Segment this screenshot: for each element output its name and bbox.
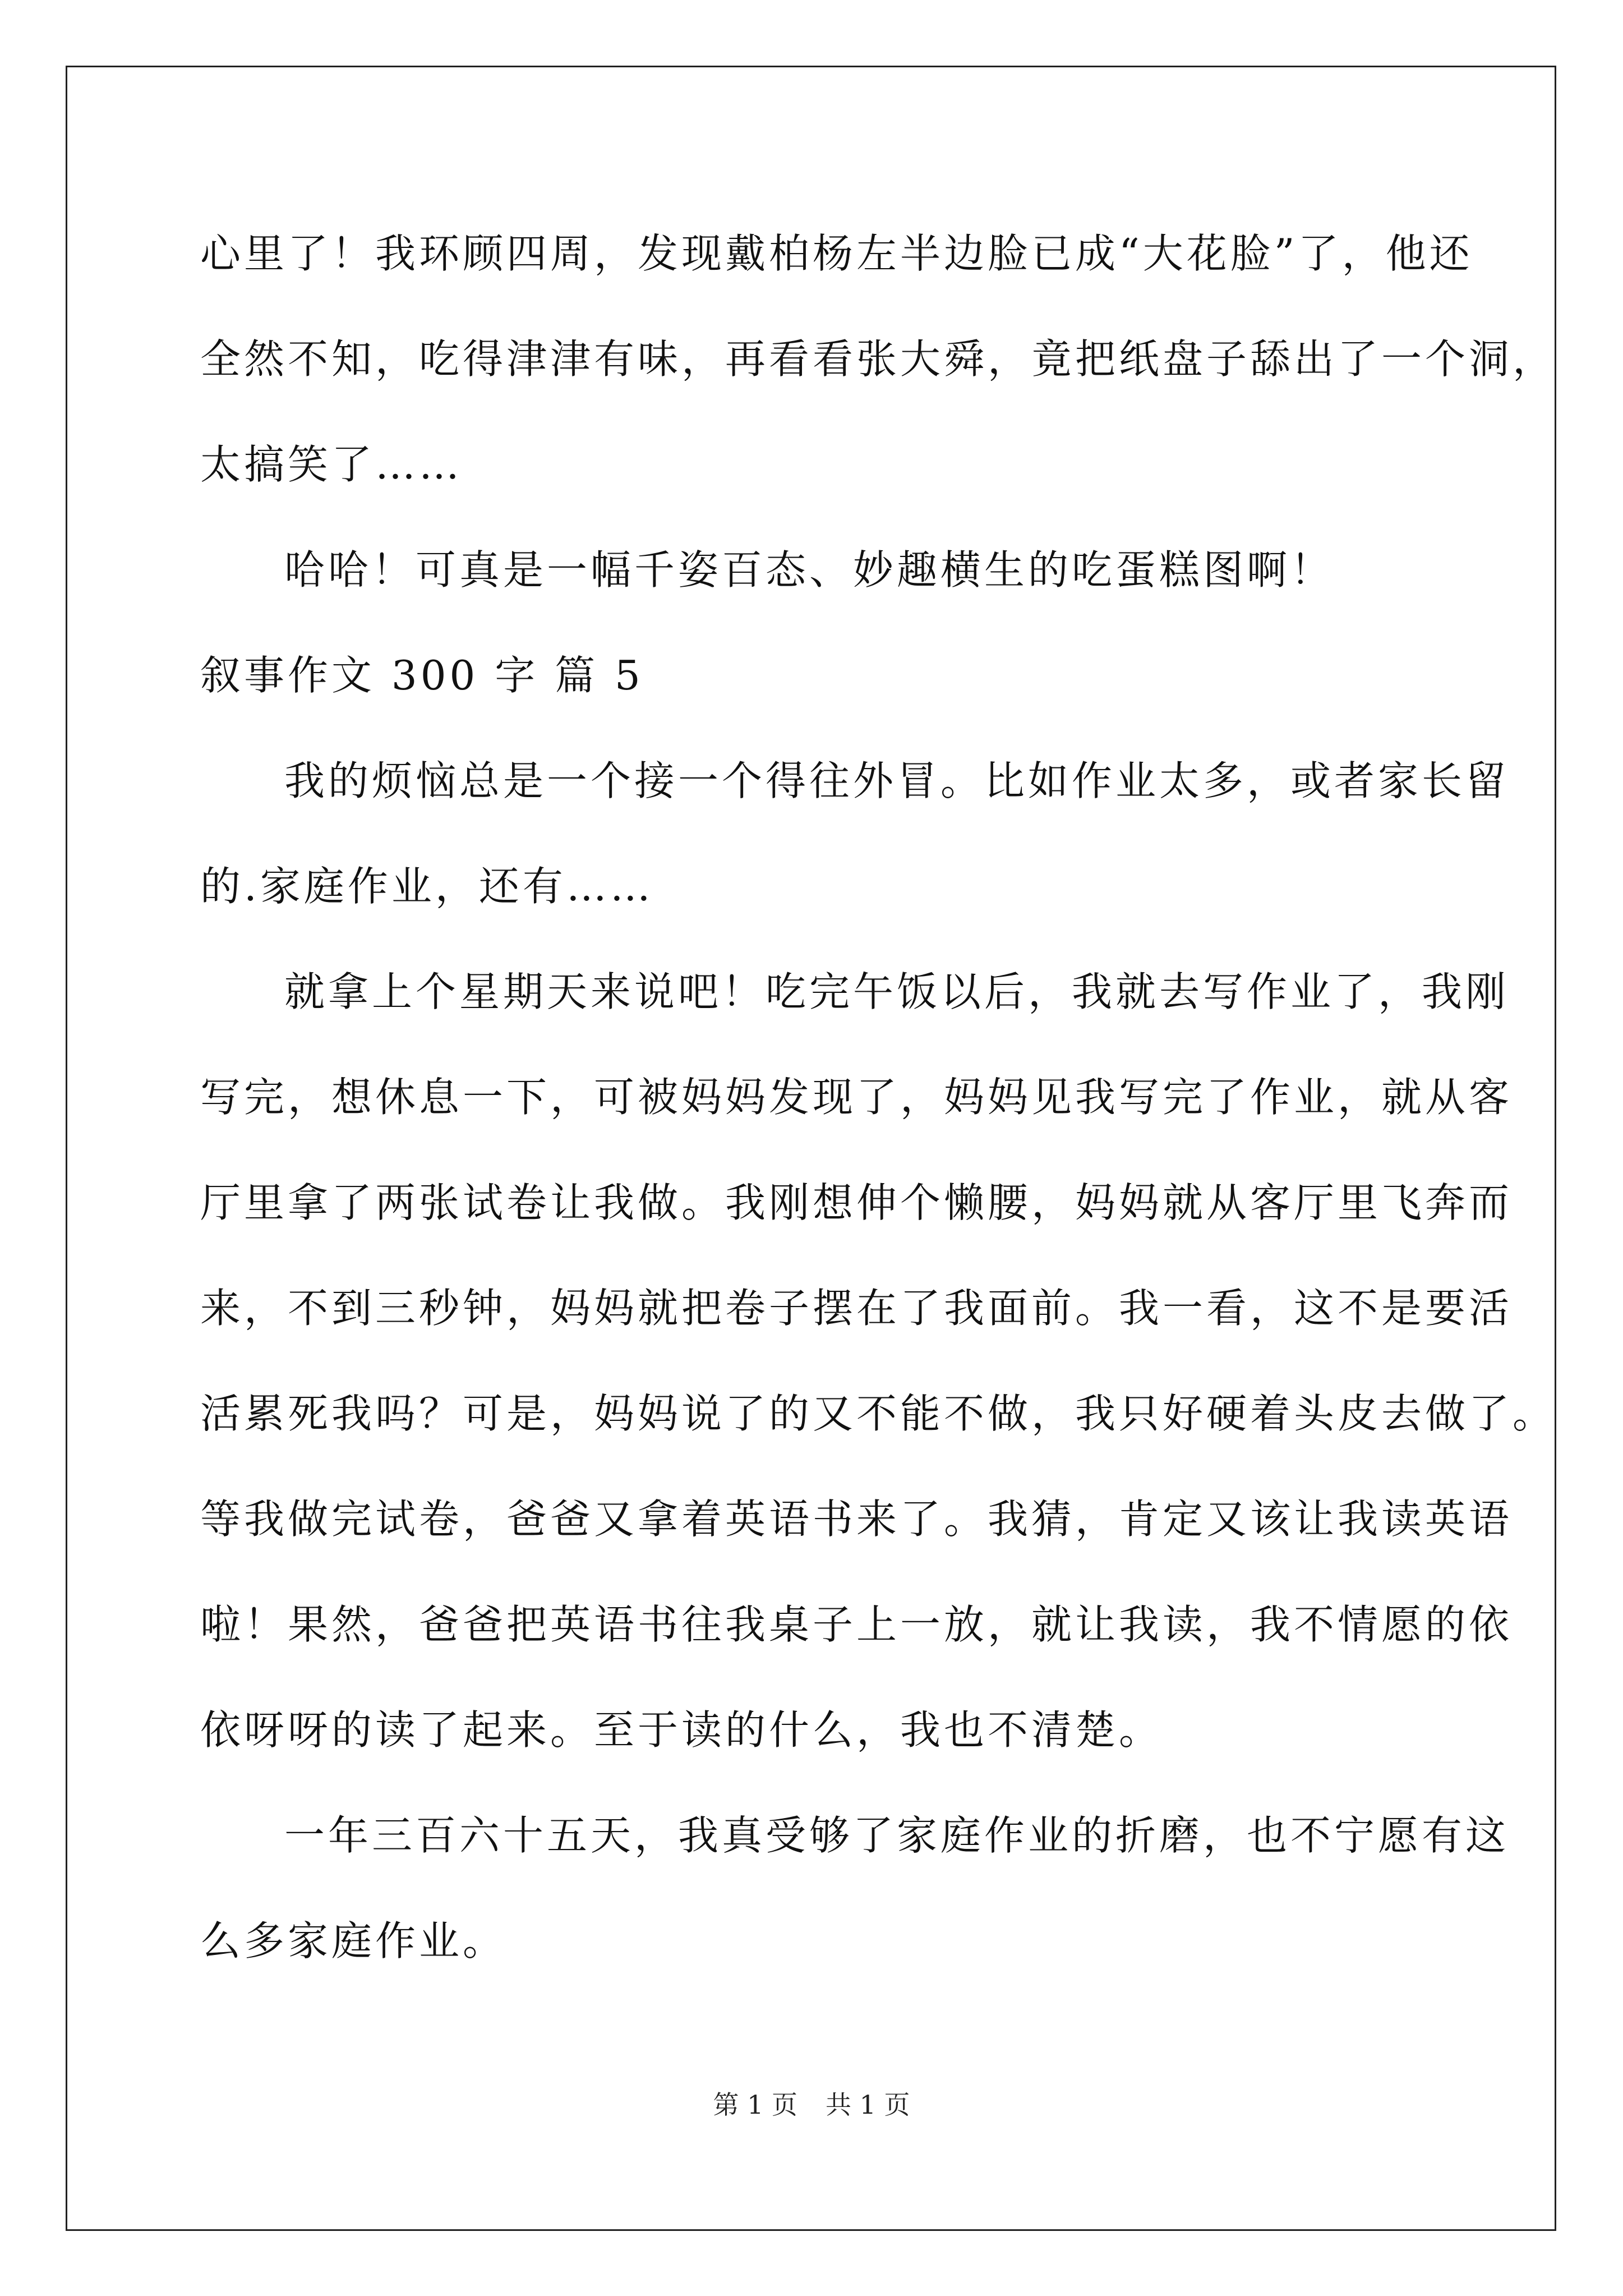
body-line: 心里了！我环顾四周，发现戴柏杨左半边脸已成“大花脸”了，他还	[200, 230, 1473, 277]
body-line: 的.家庭作业，还有……	[200, 863, 654, 910]
section-heading: 叙事作文 300 字 篇 5	[200, 652, 644, 699]
body-line: 一年三百六十五天，我真受够了家庭作业的折磨，也不宁愿有这	[284, 1812, 1510, 1859]
body-line: 厅里拿了两张试卷让我做。我刚想伸个懒腰，妈妈就从客厅里飞奔而	[200, 1179, 1513, 1226]
page-total: 共 1 页	[826, 2090, 910, 2120]
body-line: 全然不知，吃得津津有味，再看看张大舜，竟把纸盘子舔出了一个洞，	[200, 335, 1557, 383]
body-line: 哈哈！可真是一幅千姿百态、妙趣横生的吃蛋糕图啊！	[284, 546, 1335, 593]
body-line: 就拿上个星期天来说吧！吃完午饭以后，我就去写作业了，我刚	[284, 968, 1510, 1015]
body-line: 啦！果然，爸爸把英语书往我桌子上一放，就让我读，我不情愿的依	[200, 1601, 1513, 1648]
body-line: 么多家庭作业。	[200, 1917, 507, 1964]
body-line: 写完，想休息一下，可被妈妈发现了，妈妈见我写完了作业，就从客	[200, 1074, 1513, 1121]
page-number: 第 1 页	[713, 2090, 797, 2120]
body-line: 来，不到三秒钟，妈妈就把卷子摆在了我面前。我一看，这不是要活	[200, 1285, 1513, 1332]
body-line: 我的烦恼总是一个接一个得往外冒。比如作业太多，或者家长留	[284, 757, 1510, 804]
body-line: 等我做完试卷，爸爸又拿着英语书来了。我猜，肯定又该让我读英语	[200, 1496, 1513, 1543]
body-line: 依呀呀的读了起来。至于读的什么，我也不清楚。	[200, 1706, 1163, 1754]
body-line: 太搞笑了……	[200, 441, 463, 488]
body-line: 活累死我吗？可是，妈妈说了的又不能不做，我只好硬着头皮去做了。	[200, 1390, 1557, 1437]
essay-body	[200, 201, 1557, 1994]
page-footer	[0, 2088, 1623, 2122]
